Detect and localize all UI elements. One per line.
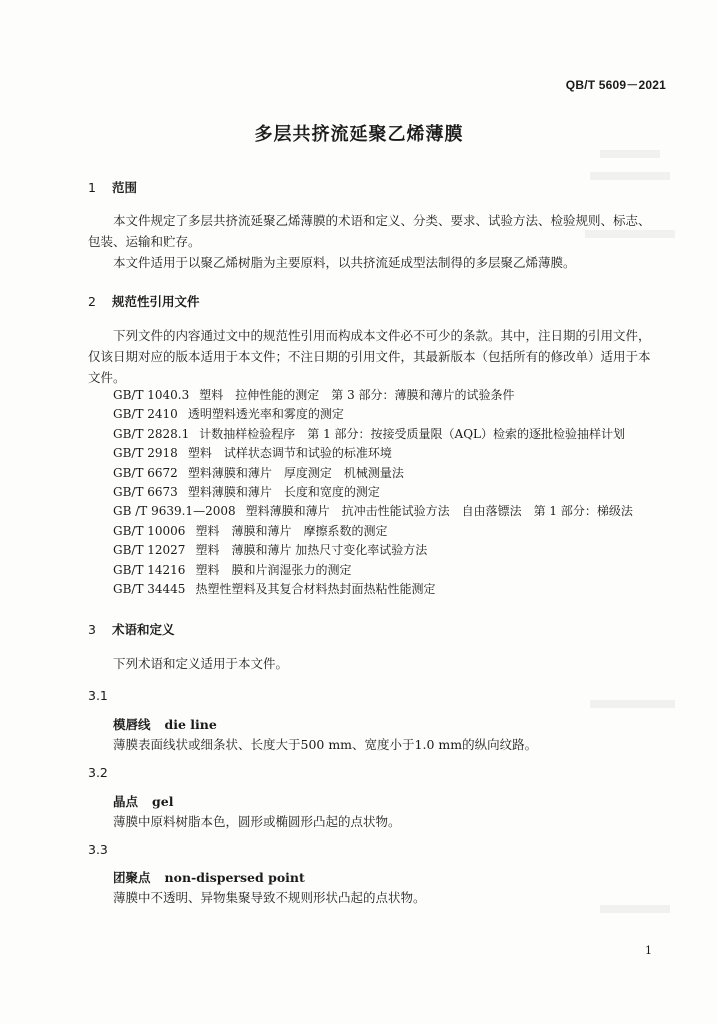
section-1-paragraph-2 [88,252,668,273]
text-line: 本文件适用于以聚乙烯树脂为主要原料，以共挤流延成型法制得的多层聚乙烯薄膜。 [113,255,576,270]
reference-title: 塑料 膜和片润湿张力的测定 [195,562,352,577]
reference-title: 塑料 试样状态调节和试验的标准环境 [187,446,392,461]
reference-item [113,483,633,502]
reference-title: 计数抽样检验程序 第 1 部分：按接受质量限（AQL）检索的逐批检验抽样计划 [199,426,626,441]
text-line: 包装、运输和贮存。 [88,234,201,249]
reference-item [113,502,633,521]
reference-item [113,561,633,580]
reference-title: 塑料 拉伸性能的测定 第 3 部分：薄膜和薄片的试验条件 [199,388,515,402]
term-heading [113,868,305,886]
reference-code: GB/T 14216 [113,562,186,577]
standard-code: QB/T 5609－2021 [565,78,666,92]
term-number: 3.3 [88,842,108,857]
term-definition: 薄膜表面线状或细条状、长度大于500 mm、宽度小于1.0 mm的纵向纹路。 [113,737,538,752]
reference-title: 塑料 薄膜和薄片 摩擦系数的测定 [195,523,388,538]
section-number: 2 [88,294,96,309]
text-line: 本文件规定了多层共挤流延聚乙烯薄膜的术语和定义、分类、要求、试验方法、检验规则、标志、 [113,213,651,228]
term-cn: 模唇线 [113,717,151,732]
reference-code: GB /T 9639.1—2008 [113,504,236,519]
scan-artifact [585,230,675,238]
reference-item [113,522,633,541]
reference-code: GB/T 2918 [113,446,178,461]
section-number: 3 [88,622,96,637]
reference-list [113,386,633,599]
section-title: 术语和定义 [112,622,175,637]
reference-code: GB/T 2828.1 [113,426,190,441]
section-title: 规范性引用文件 [112,294,200,309]
document-title: 多层共挤流延聚乙烯薄膜 [254,124,464,145]
text-line: 文件。 [88,370,126,385]
reference-item [113,405,633,424]
section-title: 范围 [112,180,138,195]
reference-item [113,464,633,483]
reference-code: GB/T 34445 [113,582,186,597]
section-1-heading [88,178,137,196]
scan-artifact [600,905,670,913]
scan-artifact [600,150,660,158]
term-en: die line [164,717,217,732]
reference-code: GB/T 12027 [113,543,186,558]
reference-code: GB/T 6672 [113,465,178,480]
term-cn: 晶点 [113,794,139,809]
term-number: 3.1 [88,688,108,703]
term-en: gel [152,794,174,809]
term-definition: 薄膜中不透明、异物集聚导致不规则形状凸起的点状物。 [113,890,426,905]
reference-title: 塑料薄膜和薄片 长度和宽度的测定 [187,485,380,500]
reference-code: GB/T 10006 [113,523,186,538]
reference-title: 透明塑料透光率和雾度的测定 [187,407,344,422]
term-definition: 薄膜中原料树脂本色，圆形或椭圆形凸起的点状物。 [113,814,401,829]
page-number: 1 [645,944,652,957]
text-line: 下列术语和定义适用于本文件。 [113,656,289,671]
text-line: 仅该日期对应的版本适用于本文件；不注日期的引用文件，其最新版本（包括所有的修改单）适用于本 [88,349,651,364]
section-2-intro [88,325,668,388]
reference-item [113,580,633,599]
reference-item [113,444,633,463]
text-line: 下列文件的内容通过文中的规范性引用而构成本文件必不可少的条款。其中，注日期的引用文件， [113,328,651,343]
reference-item [113,425,633,444]
reference-title: 热塑性塑料及其复合材料热封面热粘性能测定 [195,582,436,597]
term-heading [113,715,217,733]
scan-artifact [590,172,670,180]
reference-item [113,541,633,560]
section-3-intro [88,653,668,674]
reference-title: 塑料薄膜和薄片 厚度测定 机械测量法 [187,465,404,480]
section-3-heading [88,620,175,638]
section-2-heading [88,292,200,310]
term-cn: 团聚点 [113,870,151,885]
reference-code: GB/T 6673 [113,485,178,500]
reference-code: GB/T 1040.3 [113,388,190,402]
term-number: 3.2 [88,765,108,780]
term-en: non-dispersed point [164,870,305,885]
reference-code: GB/T 2410 [113,407,178,422]
section-1-paragraph-1 [88,210,668,252]
reference-title: 塑料薄膜和薄片 抗冲击性能试验方法 自由落镖法 第 1 部分：梯级法 [245,504,633,519]
reference-item [113,386,633,405]
scan-artifact [590,700,675,708]
section-number: 1 [88,180,96,195]
term-heading [113,792,173,810]
reference-title: 塑料 薄膜和薄片 加热尺寸变化率试验方法 [195,543,428,558]
